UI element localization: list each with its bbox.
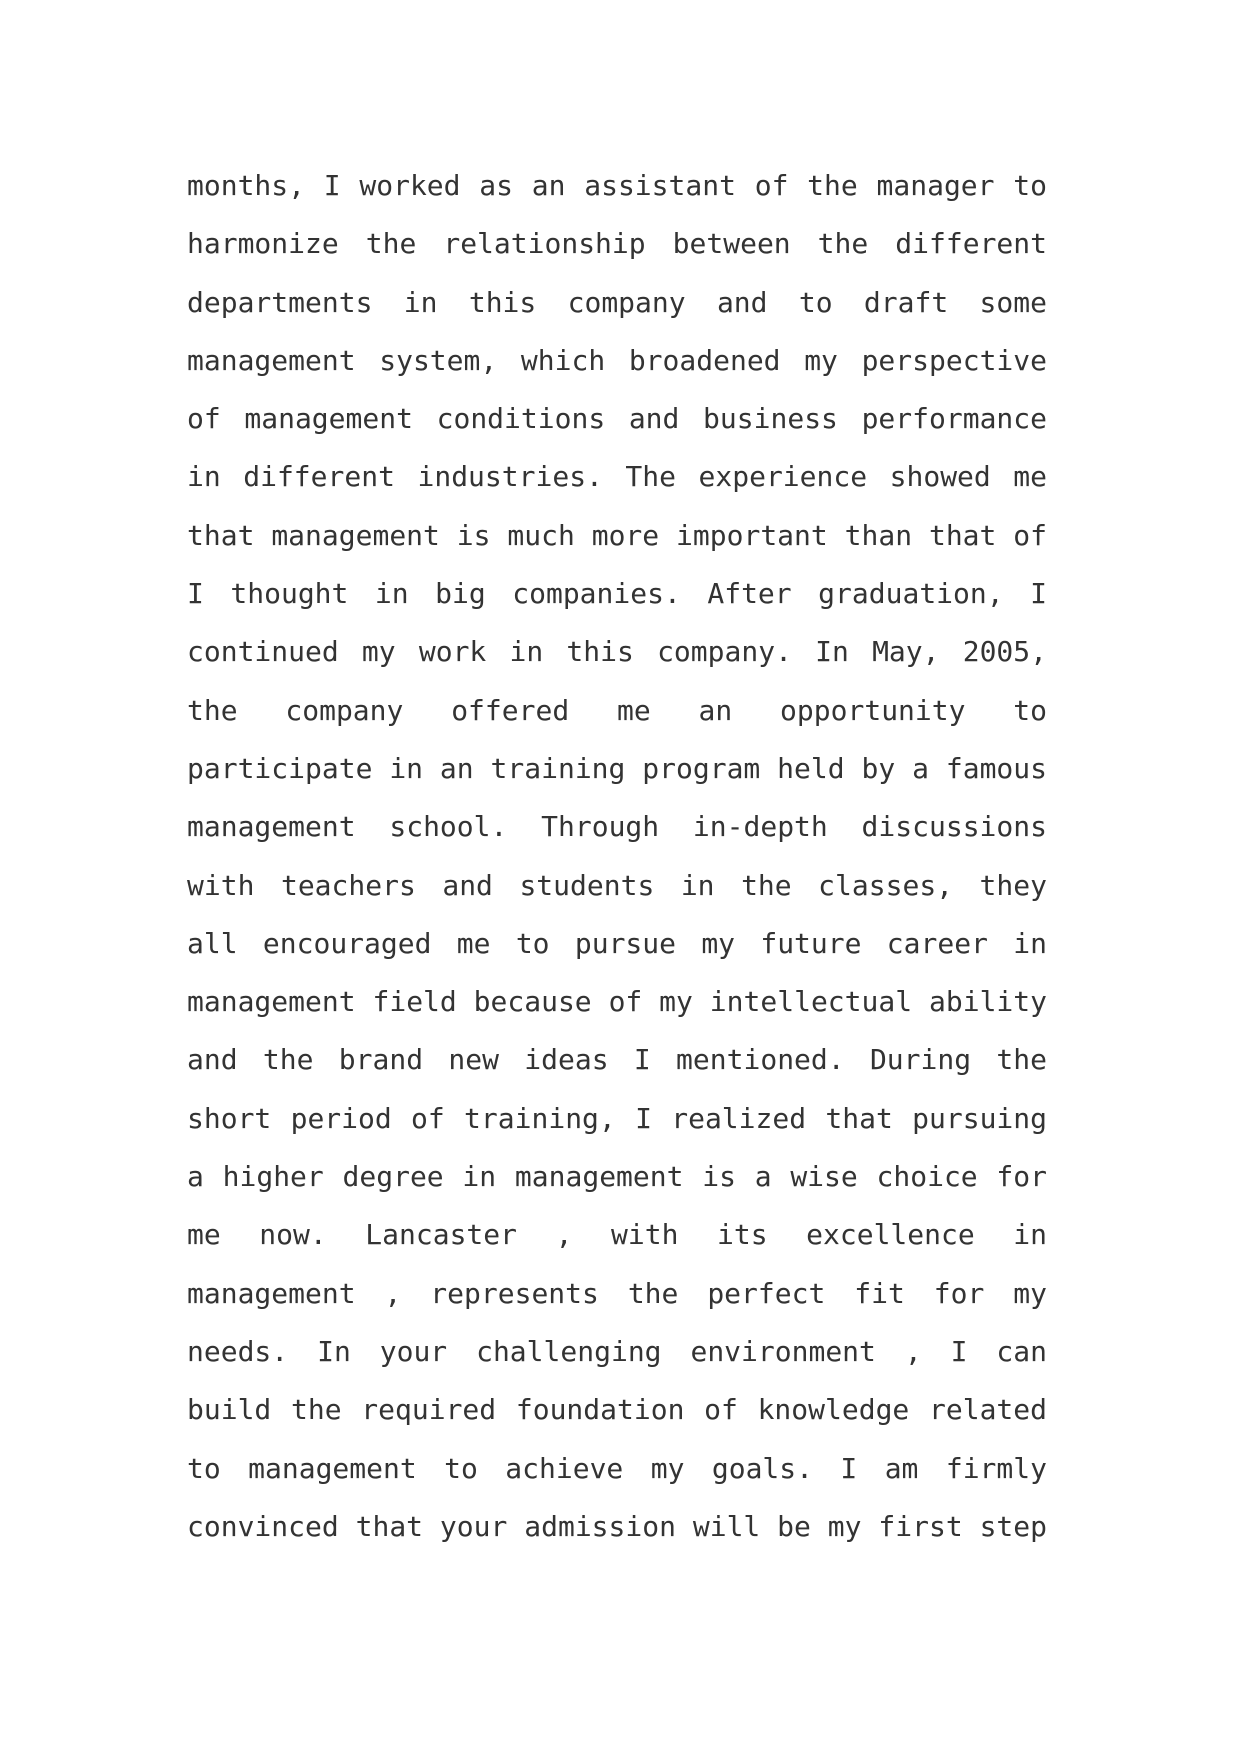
text-line: harmonize the relationship between the different: [187, 227, 1047, 261]
text-line: short period of training, I realized that pursuing: [187, 1101, 1047, 1135]
text-line: of management conditions and business performance: [187, 402, 1047, 436]
text-line: that management is much more important than that of: [187, 518, 1047, 552]
text-line: in different industries. The experience showed me: [187, 460, 1047, 494]
text-line: management system, which broadened my perspective: [187, 343, 1047, 377]
text-line: continued my work in this company. In May, 2005,: [187, 635, 1047, 669]
text-line: with teachers and students in the classes, they: [187, 868, 1047, 902]
text-line: and the brand new ideas I mentioned. During the: [187, 1043, 1047, 1077]
text-line: I thought in big companies. After graduation, I: [187, 577, 1047, 611]
text-line: build the required foundation of knowledge related: [187, 1393, 1047, 1427]
text-line: management school. Through in-depth discussions: [187, 810, 1047, 844]
text-line: me now. Lancaster , with its excellence in: [187, 1218, 1047, 1252]
text-line: to management to achieve my goals. I am firmly: [187, 1451, 1047, 1485]
text-line: needs. In your challenging environment , I can: [187, 1334, 1047, 1368]
body-text: [187, 164, 1047, 1563]
text-line: months, I worked as an assistant of the manager to: [187, 169, 1047, 202]
text-line: participate in an training program held by a famous: [187, 751, 1047, 785]
text-line: a higher degree in management is a wise choice for: [187, 1160, 1047, 1194]
text-line: management , represents the perfect fit for my: [187, 1276, 1047, 1310]
text-line: departments in this company and to draft some: [187, 285, 1047, 319]
text-line: management field because of my intellectual ability: [187, 985, 1047, 1019]
text-line: convinced that your admission will be my first step: [187, 1509, 1047, 1543]
text-line: the company offered me an opportunity to: [187, 693, 1047, 727]
text-line: all encouraged me to pursue my future career in: [187, 926, 1047, 960]
